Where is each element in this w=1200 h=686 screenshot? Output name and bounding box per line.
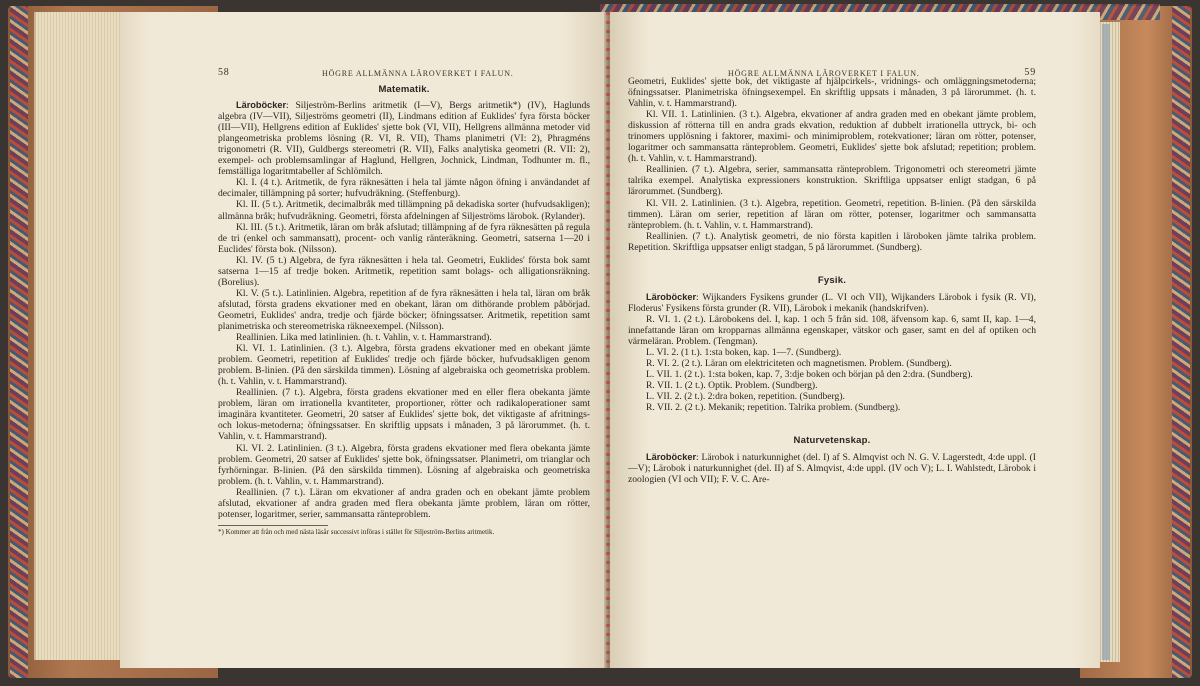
paragraph <box>628 164 1036 197</box>
paragraph-text: Geometri, Euklides' sjette bok, det viktigaste af hjälpcirkels-, vridnings- och omläggningsmetoderna; öfningssatser. Planimetriska öfningsexempel. En skriftlig uppsats i månaden, 3 på lärorummet. (h. t. Vahlin, v. t. Hammarstrand). <box>628 76 1036 110</box>
right-page <box>610 12 1100 668</box>
paragraph-text: Kl. IV. (5 t.) Algebra, de fyra räknesätten i hela tal. Geometri, Euklides' första bok samt satserna 1—15 af tredje boken. Aritmetik, repetition samt bolags- och alligationsräkning. (Borelius). <box>218 254 590 288</box>
paragraph-text: L. VI. 2. (1 t.). 1:sta boken, kap. 1—7. (Sundberg). <box>646 347 842 359</box>
paragraph-text: Kl. II. (5 t.). Aritmetik, decimalbråk med tillämpning på dekadiska sorter (hufvudsakligen); allmänna bråk; hufvudräkning. Geometri, första afdelningen af Siljeströms lärobok. (Rylander). <box>218 199 590 222</box>
paragraph <box>218 288 590 332</box>
paragraph-text: R. VII. 2. (2 t.). Mekanik; repetition. Talrika problem. (Sundberg). <box>646 402 901 414</box>
paragraph <box>628 109 1036 164</box>
paragraph <box>628 198 1036 231</box>
paragraph-lead: Läroböcker <box>646 452 697 463</box>
paragraph-text: Reallinien. Lika med latinlinien. (h. t. Vahlin, v. t. Hammarstrand). <box>236 332 492 344</box>
paragraph-text: : Lärobok i naturkunnighet (del. I) af S. Almqvist och N. G. V. Lagerstedt, 4:de uppl. (I—V); Lärobok i naturkunnighet (del. II) af S. Almqvist, 4:de uppl. (IV och V); L. I. Wahlstedt, Lärobok i zoologien (VI och VII); F. V. C. Are- <box>628 452 1036 486</box>
paragraph <box>218 100 590 177</box>
paragraph-text: Reallinien. (7 t.). Läran om ekvationer af andra graden och en obekant jämte problem afslutad, ekvationer af andra graden med flera obekanta jämte problem, läran om rötter, potenser, logaritmer, serier, sammansatta ränteproblem. <box>218 486 590 520</box>
math-continued-paragraphs <box>628 76 1036 253</box>
paragraph-text: R. VI. 1. (2 t.). Lärobokens del. I, kap. 1 och 5 från sid. 108, äfvensom kap. 6, samt II, kap. 1—4, innefattande läran om kropparnas allmänna egenskaper, vätskor och gaser, samt en del af optiken och värmeläran. Problem. (Tengman). <box>628 313 1036 347</box>
paragraph <box>218 487 590 520</box>
paragraph <box>628 391 1036 402</box>
paragraph <box>218 177 590 199</box>
paragraph <box>218 222 590 255</box>
right-body <box>628 76 1036 486</box>
paragraph-text: Reallinien. (7 t.). Algebra, serier, sammansatta ränteproblem. Trigonometri och stereometri jämte talrika exempel. Analytiska expressioners konstruktion. Skriftliga uppsatser enligt stadgan, 6 på lärorummet. (Sundberg). <box>628 164 1036 198</box>
paragraph <box>218 332 590 343</box>
paragraph <box>218 387 590 442</box>
physics-paragraphs <box>628 292 1036 414</box>
section-title-fysik: Fysik. <box>817 274 847 286</box>
left-body <box>218 84 590 537</box>
paragraph-text: Kl. I. (4 t.). Aritmetik, de fyra räknesätten i hela tal jämte någon öfning i användandet af decimaler, tillämpning på sorter; hufvudräkning. (Steffenburg). <box>218 177 590 200</box>
footnote-rule <box>218 525 328 526</box>
marbled-edge-right <box>1172 6 1190 678</box>
paragraph-text: Kl. VII. 1. Latinlinien. (3 t.). Algebra, ekvationer af andra graden med en obekant jämte problem, diskussion af rötterna till en andra grads ekvation, reduktion af dubbelt irrationella uttryck, bi- och trinomers upplösning i faktorer, maximi- och minimiproblem, rotekvationer; läran om rötter, potenser, logaritmer och sammansatta ränteproblem. Geometri, Euklides' sjette bok afslutad; repetition; problem. (h. t. Vahlin, v. t. Hammarstrand). <box>628 109 1036 165</box>
left-running-title: HÖGRE ALLMÄNNA LÄROVERKET I FALUN. <box>322 69 514 78</box>
paragraph-text: Reallinien. (7 t.). Analytisk geometri, de nio första kapitlen i läroboken jämte talrika problem. Repetition. Skriftliga uppsatser enligt stadgan, 5 på lärorummet. (Sundberg). <box>628 230 1036 253</box>
paragraph-lead: Läroböcker <box>236 100 287 111</box>
paragraph <box>628 369 1036 380</box>
paragraph <box>218 199 590 221</box>
paragraph <box>628 347 1036 358</box>
section-title-matematik: Matematik. <box>378 84 430 95</box>
paragraph <box>628 380 1036 391</box>
paragraph-lead: Läroböcker <box>646 291 697 302</box>
right-running-title: HÖGRE ALLMÄNNA LÄROVERKET I FALUN. <box>728 69 920 78</box>
left-page <box>120 12 608 668</box>
paragraph-text: Reallinien. (7 t.). Algebra, första gradens ekvationer med en eller flera obekanta jämte problem, läran om irrationella kvantiteter, proportioner, rötter och radikaloperationer samt imaginära kvantiteter. Geometri, 20 satser af Euklides' sjette bok, det viktigaste af afritnings- och lokus-metoderna; öfningssatser. En skriftlig uppsats i månaden, 3 på lärorummet. (h. t. Vahlin, v. t. Hammarstrand). <box>218 387 590 443</box>
paragraph-text: Kl. VI. 2. Latinlinien. (3 t.). Algebra, första gradens ekvationer med flera obekanta jämte problem. Geometri, 20 satser af Euklides' sjette bok, öfningssatser. Planimetri, om trianglar och fyrhörningar. B-linien. (På den särskilda timmen). Lösning af algebraiska och geometriska problem. (h. t. Vahlin, v. t. Hammarstrand). <box>218 442 590 487</box>
paragraph <box>218 255 590 288</box>
left-paragraphs <box>218 100 590 520</box>
paragraph <box>218 343 590 387</box>
footnote: *) Kommer att från och med nästa läsår successivt införas i stället för Siljeström-Berlins aritmetik. <box>218 527 495 536</box>
paragraph-text: Kl. VI. 1. Latinlinien. (3 t.). Algebra, första gradens ekvationer med en obekant jämte problem. Geometri, repetition af Euklides' tredje och fjärde böcker, hufvudsakligen genom problem. B-linien. (På den särskilda timmen). Lösning af algebraiska och geometriska problem. (h. t. Vahlin, v. t. Hammarstrand). <box>218 343 590 388</box>
paragraph-text: L. VII. 1. (2 t.). 1:sta boken, kap. 7, 3:dje boken och början på den 2:dra. (Sundberg). <box>646 369 973 381</box>
paragraph <box>628 452 1036 485</box>
paragraph-text: Kl. VII. 2. Latinlinien. (3 t.). Algebra, repetition. Geometri, repetition. B-linien. (På den särskilda timmen). Läran om serier, repetition af läran om rötter, potenser, logaritmer och sammansatta ränteproblem. (h. t. Vahlin, v. t. Hammarstrand). <box>628 197 1036 231</box>
paragraph <box>218 443 590 487</box>
paragraph-text: R. VII. 1. (2 t.). Optik. Problem. (Sundberg). <box>646 380 818 392</box>
paragraph <box>628 358 1036 369</box>
paragraph <box>628 231 1036 253</box>
section-title-naturvetenskap: Naturvetenskap. <box>793 435 871 447</box>
paragraph-text: Kl. III. (5 t.). Aritmetik, läran om bråk afslutad; tillämpning af de fyra räknesätten på regula de tri (enkel och sammansatt), procent- och vanlig ränteräkning. Geometri, satserna 1—20 i Euclides' första bok. (Nilsson). <box>218 221 590 255</box>
flyleaf-edge <box>1102 24 1110 660</box>
paragraph <box>628 402 1036 413</box>
paragraph <box>628 292 1036 314</box>
paragraph-text: L. VII. 2. (2 t.). 2:dra boken, repetition. (Sundberg). <box>646 391 845 403</box>
paragraph-text: : Siljeström-Berlins aritmetik (I—V), Bergs aritmetik*) (IV), Haglunds algebra (IV—VII), Siljeströms geometri (II), Lindmans edition af Euklides' fyra första böcker (III—VII), Hellgrens edition af Euklides' sjette bok (VI, VII), Hellgrens allmänna metoder vid plangeometriska problems lösning (R. VI, R. VII), Thams planimetri (VI: 2), Phragméns trigonometri (R. VII), Guldbergs stereometri (R. VII), Falks analytiska geometri (R. VII: 2), exempel- och problemsamlingar af Haglund, Hellgren, Jochnick, Lindman, Todhunter m. fl., femställiga logaritmtabeller af Schlömilch. <box>218 100 590 178</box>
paragraph-text: Kl. V. (5 t.). Latinlinien. Algebra, repetition af de fyra räknesätten i hela tal, läran om bråk afslutad, första gradens ekvationer med en obekant, läran om dithörande problem påbörjad. Geometri, Euklides' andra, tredje och fjärde böcker; öfningssatser. Aritmetik, repetition samt planimetriska och stereometriska räkneexempel. (Nilsson). <box>218 287 590 332</box>
paragraph-text: R. VI. 2. (2 t.). Läran om elektriciteten och magnetismen. Problem. (Sundberg). <box>646 358 952 370</box>
right-page-number: 59 <box>1024 67 1036 78</box>
paragraph <box>628 76 1036 109</box>
left-page-number: 58 <box>218 67 230 78</box>
paragraph-text: : Wijkanders Fysikens grunder (L. VI och VII), Wijkanders Lärobok i fysik (R. VI), Floderus' Fysikens första grunder (R. VII), Lärobok i mekanik (handskrifven). <box>628 291 1036 314</box>
paragraph <box>628 314 1036 347</box>
marbled-edge-left <box>10 6 28 678</box>
science-paragraphs <box>628 452 1036 485</box>
